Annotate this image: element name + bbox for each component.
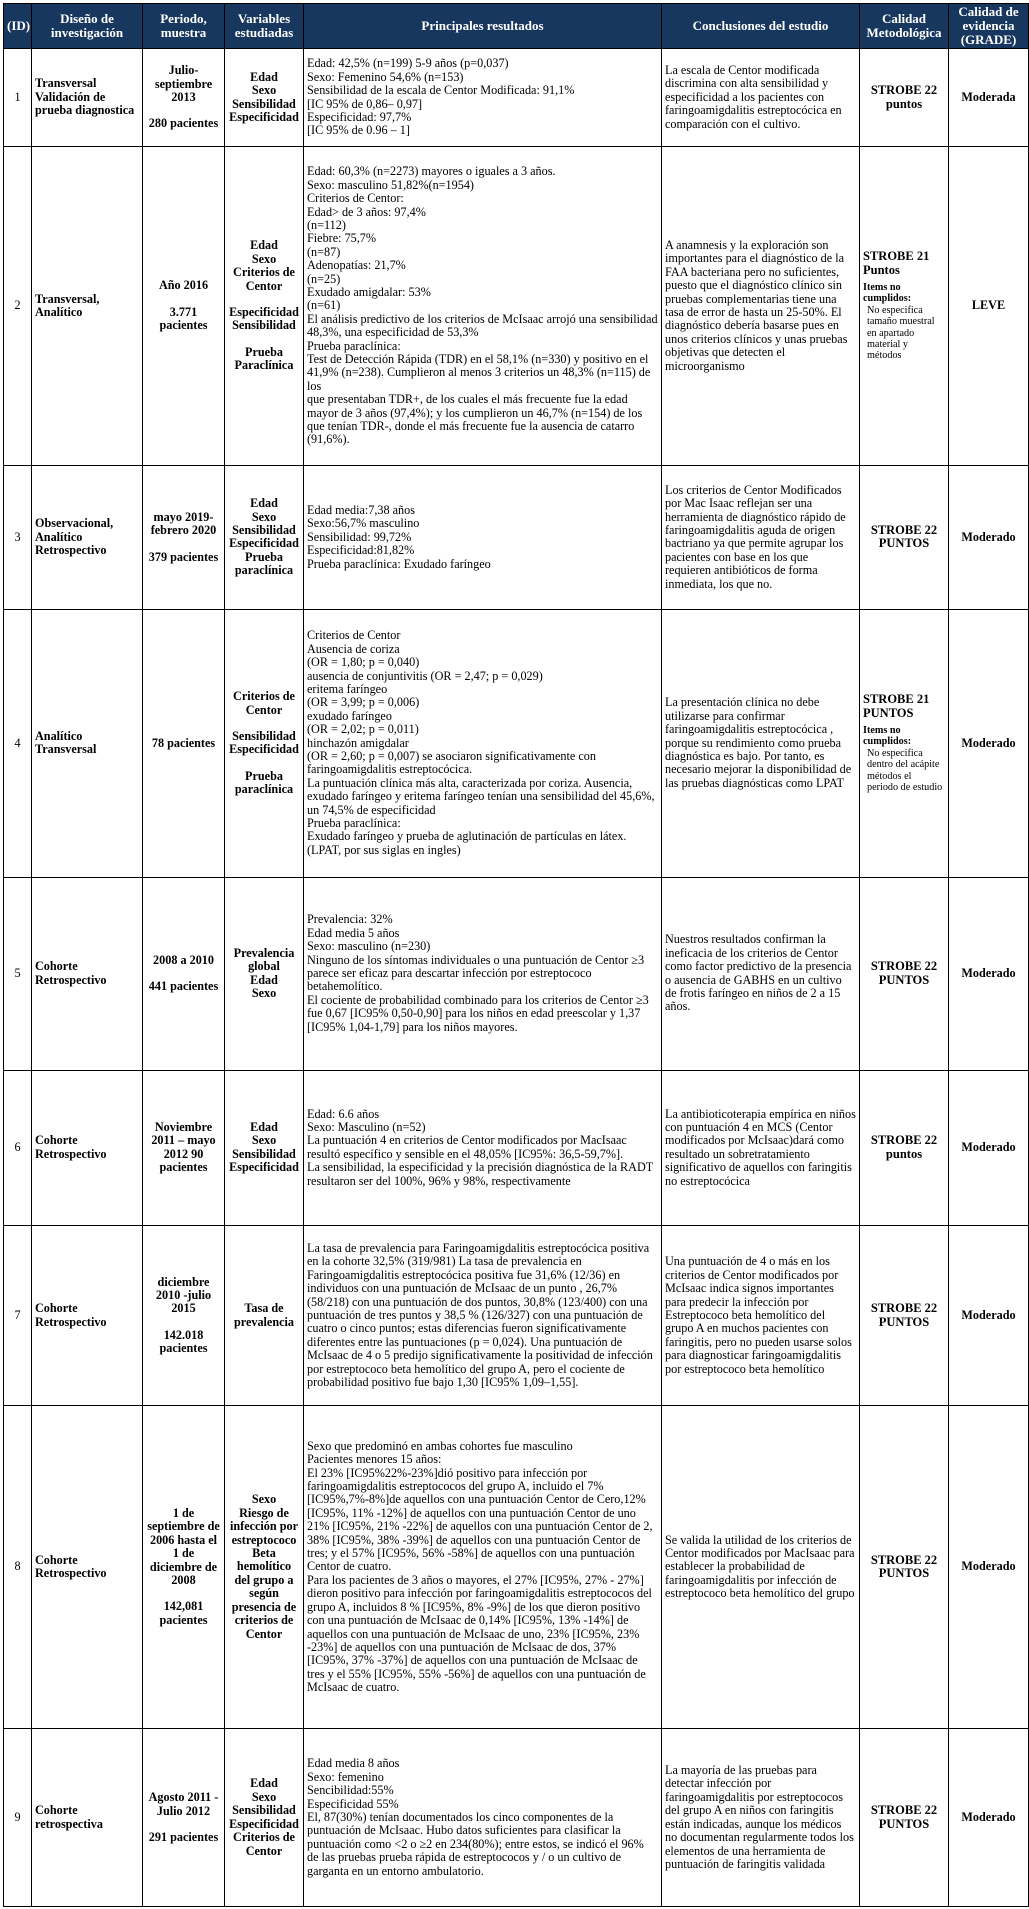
variable-item: Prueba Paraclínica: [234, 344, 294, 373]
results-cell: [304, 609, 662, 877]
variable-item: Sensibilidad: [232, 523, 296, 538]
row-id: 4: [4, 609, 32, 877]
variables-cell: [225, 49, 304, 147]
grade-cell: Moderado: [949, 877, 1029, 1070]
quality-cell: [860, 1070, 949, 1226]
results-cell: [304, 1070, 662, 1226]
quality-cell: [860, 877, 949, 1070]
conclusions-cell: Nuestros resultados confirman la ineficacia de los criterios de Centor como factor predictivo de la presencia o ausencia de GABHS en un cultivo de frotis faríngeo en niños de 2 a 15 años.: [662, 877, 860, 1070]
grade-cell: Moderado: [949, 1070, 1029, 1226]
conclusions-cell: A anamnesis y la exploración son importantes para el diagnóstico de la FAA bacteriana pero no suficientes, puesto que el diagnóstico clínico sin pruebas complementarias tiene una tasa de error de hasta un 25-50%. El diagnóstico debería basarse pues en unos criterios clínicos y unas pruebas objetivas que detecten el microorganismo: [662, 147, 860, 466]
result-line: La puntuación 4 en criterios de Centor modificados por MacIsaac resultó específico y sensible en el 48,05% [IC95%: 36,5-59,7%].: [307, 1133, 627, 1161]
result-line: Sexo: femenino: [307, 1769, 384, 1784]
variable-item: Sensibilidad: [232, 318, 296, 333]
quality-notes-head: Items no cumplidos:: [863, 282, 912, 305]
results-cell: [304, 877, 662, 1070]
variable-item: Edad: [250, 238, 278, 253]
conclusions-cell: Una puntuación de 4 o más en los criterios de Centor modificados por McIsaac indica signos importantes para predecir la infección por Estreptococo beta hemolítico del grupo A en muchos pacientes con faringitis, pero no pueden usarse solos para diagnosticar faringoamigdalitis por estreptococo beta hemolítico: [662, 1226, 860, 1406]
table-row: [4, 609, 1029, 877]
variable-item: Sexo: [251, 251, 277, 266]
table-row: [4, 1226, 1029, 1406]
quality-score: STROBE 22 PUNTOS: [870, 1803, 938, 1831]
design-cell: Cohorte Retrospectivo: [32, 1405, 143, 1728]
results-cell: [304, 49, 662, 147]
variable-item: Sensibilidad: [232, 96, 296, 111]
table-row: [4, 49, 1029, 147]
result-line: Para los pacientes de 3 años o mayores, el 27% [IC95%, 27% - 27%] dieron positivo para infección por faringoamigdalitis estreptococos del grupo A, incluidos 8 % [IC95%, 8% -9%] de los que dieron positivo con una puntuación de McIsaac de 0,14% [IC95%, 13% -14%] de aquellos con una puntuación de McIsaac de uno, 23% [IC95%, 23% -23%] de aquellos con una puntuación de McIsaac de dos, 37% [IC95%, 37% -37%] de aquellos con una puntuación de McIsaac de tres y el 55% [IC95%, 55% -56%] de aquellos con una puntuación de McIsaac de cuatro.: [307, 1572, 652, 1695]
result-line: La tasa de prevalencia para Faringoamigdalitis estreptocócica positiva en la cohorte 32,5% (319/981) La tasa de prevalencia en Faringoamigdalitis estreptocócica positiva fue 31,6% (12/36) en individuos con una puntuación de McIsaac de un punto , 26,7% (58/218) con una puntuación de dos puntos, 30,8% (123/400) con una puntuación de tres puntos y 38,5 % (126/327) con una puntuación de cuatro o cinco puntos; estas diferencias fueron significativamente diferentes entre las puntuaciones (p = 0,024). Una puntuación de McIsaac de 4 o 5 predijo significativamente la positividad de infección por estreptococo beta hemolítico del grupo A, pero el cociente de probabilidad positivo fue bajo 1,30 [IC95% 1,09–1,55].: [307, 1240, 653, 1389]
table-row: [4, 466, 1029, 610]
conclusions-cell: Los criterios de Centor Modificados por Mac Isaac reflejan ser una herramienta de diagnóstico rápido de faringoamigdalitis aguda de origen bactriano ya que permite agrupar los pacientes con base en los que requieren antibióticos de forma inmediata, los que no.: [662, 466, 860, 610]
variable-item: Sexo: [251, 1789, 277, 1804]
variable-item: Especificidad: [229, 109, 299, 124]
result-line: Prueba paraclínica: Exudado faríngeo: [307, 556, 491, 571]
variables-cell: [225, 466, 304, 610]
variable-item: Tasa de prevalencia: [233, 1301, 295, 1329]
period-cell: [143, 49, 225, 147]
result-line: El análisis predictivo de los criterios de McIsaac arrojó una sensibilidad 48,3%, una especificidad de 53,3%: [307, 311, 658, 340]
variable-item: Prevalencia global: [233, 945, 295, 974]
quality-notes: [863, 725, 945, 793]
row-id: 7: [4, 1226, 32, 1406]
result-line: (OR = 1,80; p = 0,040): [307, 655, 420, 670]
header-design: Diseño de investigación: [32, 4, 143, 49]
quality-cell: [860, 147, 949, 466]
result-line: Prevalencia: 32%: [307, 912, 393, 927]
results-cell: [304, 1729, 662, 1907]
studies-table: [3, 3, 1029, 1907]
variable-item: Criterios de Centor: [233, 265, 295, 293]
result-line: Prueba paraclínica:: [307, 816, 401, 831]
period-line: 3.771 pacientes: [159, 304, 208, 333]
result-line: que presentaban TDR+, de los cuales el más frecuente fue la edad mayor de 3 años (97,4%); y los cumplieron un 46,7% (n=154) de los que tenían TDR-, donde el más frecuente fue la ausencia de catarro (91,6%).: [307, 392, 643, 447]
period-line: 142.018 pacientes: [159, 1327, 208, 1356]
quality-notes-body: No especifica dentro del acápite métodos el periodo de estudio: [867, 747, 943, 794]
design-cell: Transversal Validación de prueba diagnostica: [32, 49, 143, 147]
variable-item: Edad: [250, 1776, 278, 1791]
conclusions-cell: La escala de Centor modificada discrimina con alta sensibilidad y especificidad a los pacientes con faringoamigdalitis estreptocócica en comparación con el cultivo.: [662, 49, 860, 147]
variable-item: Especificidad: [229, 1816, 299, 1831]
result-line: Sexo: masculino 51,82%(n=1954): [307, 177, 474, 192]
result-line: exudado faríngeo: [307, 708, 392, 723]
result-line: [IC 95% de 0.96 – 1]: [307, 123, 410, 138]
result-line: Sencibilidad:55%: [307, 1783, 394, 1798]
grade-cell: LEVE: [949, 147, 1029, 466]
result-line: [IC 95% de 0,86– 0,97]: [307, 96, 423, 111]
quality-cell: [860, 609, 949, 877]
design-cell: Cohorte Retrospectivo: [32, 1226, 143, 1406]
variable-item: Especificidad: [229, 1160, 299, 1175]
variable-item: Especificidad: [229, 305, 299, 320]
variable-item: Sexo: [251, 1492, 277, 1507]
variables-cell: [225, 147, 304, 466]
row-id: 2: [4, 147, 32, 466]
variable-item-gap: [228, 717, 300, 730]
period-cell: [143, 877, 225, 1070]
variable-item: Criterios de Centor: [233, 689, 295, 717]
design-cell: Analítico Transversal: [32, 609, 143, 877]
header-grade: Calidad de evidencia (GRADE): [949, 4, 1029, 49]
table-row: [4, 1729, 1029, 1907]
result-line: Exudado faríngeo y prueba de aglutinación de partículas en látex. (LPAT, por sus siglas en ingles): [307, 829, 627, 857]
period-line: 1 de septiembre de 2006 hasta el 1 de diciembre de 2008: [147, 1506, 220, 1588]
row-id: 1: [4, 49, 32, 147]
variable-item: Prueba paraclínica: [234, 549, 294, 578]
result-line: Edad: 42,5% (n=199) 5-9 años (p=0,037): [307, 56, 509, 71]
result-line: El 23% [IC95%22%-23%]dió positivo para infección por faringoamigdalitis estreptococos del grupo A, incluido el 7%[IC95%,7%-8%]de aquellos con una puntuación Centor de Cero,12% [IC95%, 11% -12%] de aquellos con una puntuación Centor de uno 21% [IC95%, 21% -22%] de aquellos con una puntuación Centor de 2, 38% [IC95%, 38% -39%] de aquellos con una puntuación Centor de tres; y el 57% [IC95%, 56% -58%] de aquellos con una puntuación Centor de cuatro.: [307, 1465, 653, 1574]
result-line: Fiebre: 75,7%: [307, 231, 377, 246]
quality-notes: [863, 282, 945, 362]
variable-item: Sexo: [251, 1133, 277, 1148]
variable-item: Edad: [250, 69, 278, 84]
grade-cell: Moderado: [949, 609, 1029, 877]
result-line: Criterios de Centor: [307, 628, 401, 643]
row-id: 9: [4, 1729, 32, 1907]
variables-cell: [225, 1226, 304, 1406]
table-row: [4, 147, 1029, 466]
variable-item: Sexo: [251, 83, 277, 98]
result-line: Edad media:7,38 años: [307, 502, 415, 517]
quality-score: STROBE 21 PUNTOS: [863, 692, 930, 720]
quality-cell: [860, 49, 949, 147]
variables-cell: [225, 877, 304, 1070]
result-line: Adenopatías: 21,7%: [307, 258, 406, 273]
variable-item: Edad: [250, 1120, 278, 1135]
variables-cell: [225, 1405, 304, 1728]
period-cell: [143, 609, 225, 877]
conclusions-cell: La antibioticoterapia empírica en niños con puntuación 4 en MCS (Centor modificados por McIsaac)dará como resultado un sobretratamiento significativo de aquellos con faringitis no estreptocócica: [662, 1070, 860, 1226]
result-line: Sexo:56,7% masculino: [307, 516, 420, 531]
quality-notes-head: Items no cumplidos:: [863, 725, 912, 748]
period-line: 379 pacientes: [148, 549, 219, 564]
conclusions-cell: La mayoría de las pruebas para detectar infección por faringoamigdalitis por estreptococos del grupo A en niños con faringitis están indicadas, aunque los médicos no documentan regularmente todos los elementos de una herramienta de puntuación de faringitis validada: [662, 1729, 860, 1907]
variable-item: Sensibilidad: [232, 1803, 296, 1818]
result-line: (OR = 2,02; p = 0,011): [307, 722, 419, 737]
quality-score: STROBE 22 puntos: [870, 1133, 938, 1161]
result-line: ausencia de conjuntivitis (OR = 2,47; p = 0,029): [307, 668, 543, 683]
results-cell: [304, 1226, 662, 1406]
row-id: 3: [4, 466, 32, 610]
result-line: (n=25): [307, 271, 341, 286]
period-line: 441 pacientes: [148, 979, 219, 994]
result-line: Sensibilidad de la escala de Centor Modificada: 91,1%: [307, 83, 575, 98]
table-row: [4, 877, 1029, 1070]
grade-cell: Moderado: [949, 1405, 1029, 1728]
quality-score: STROBE 22 PUNTOS: [870, 523, 938, 551]
result-line: Pacientes menores 15 años:: [307, 1452, 442, 1467]
header-results: Principales resultados: [304, 4, 662, 49]
period-line-gap: [146, 293, 221, 306]
result-line: El cociente de probabilidad combinado para los criterios de Centor ≥3 fue 0,67 [IC95% 0,50-0,90] para los niños en edad preescolar y 1,37 [IC95% 1,04-1,79] para los niños mayores.: [307, 992, 649, 1034]
result-line: Especificidad:81,82%: [307, 543, 415, 558]
result-line: Test de Detección Rápida (TDR) en el 58,1% (n=330) y positivo en el 41,9% (n=238). Cumplieron al menos 3 criterios un 48,3% (n=115) de los: [307, 351, 651, 393]
quality-score: STROBE 22 puntos: [870, 83, 938, 111]
result-line: Exudado amigdalar: 53%: [307, 284, 431, 299]
result-line: Especificidad: 97,7%: [307, 109, 412, 124]
period-line: 142,081 pacientes: [159, 1599, 208, 1627]
period-line: Agosto 2011 - Julio 2012: [148, 1790, 219, 1818]
design-cell: Cohorte Retrospectivo: [32, 1070, 143, 1226]
result-line: La puntuación clínica más alta, caracterizada por coriza. Ausencia, exudado faríngeo y eritema faríngeo tenían una sensibilidad del 45,6%, un 74,5% de especificidad: [307, 775, 655, 817]
header-quality: Calidad Metodológica: [860, 4, 949, 49]
header-period: Periodo, muestra: [143, 4, 225, 49]
conclusions-cell: La presentación clínica no debe utilizarse para confirmar faringoamigdalitis estreptocócica , porque su rendimiento como prueba diagnóstica es bajo. Por tanto, es necesario mejorar la disponibilidad de las pruebas diagnósticas como LPAT: [662, 609, 860, 877]
result-line: eritema faríngeo: [307, 681, 388, 696]
period-cell: [143, 147, 225, 466]
result-line: (n=87): [307, 244, 341, 259]
variable-item: Sexo: [251, 986, 277, 1001]
header-conclusions: Conclusiones del estudio: [662, 4, 860, 49]
design-cell: Cohorte Retrospectivo: [32, 877, 143, 1070]
row-id: 5: [4, 877, 32, 1070]
period-line: 291 pacientes: [148, 1829, 219, 1844]
grade-cell: Moderado: [949, 466, 1029, 610]
variables-cell: [225, 1729, 304, 1907]
result-line: Edad> de 3 años: 97,4%: [307, 204, 426, 219]
quality-cell: [860, 466, 949, 610]
variables-cell: [225, 1070, 304, 1226]
result-line: Sexo: Masculino (n=52): [307, 1120, 426, 1135]
result-line: Sexo: masculino (n=230): [307, 939, 431, 954]
header-variables: Variables estudiadas: [225, 4, 304, 49]
quality-score: STROBE 22 PUNTOS: [870, 1301, 938, 1329]
period-line: 78 pacientes: [151, 735, 216, 750]
grade-cell: Moderado: [949, 1729, 1029, 1907]
row-id: 8: [4, 1405, 32, 1728]
result-line: (OR = 2,60; p = 0,007) se asociaron significativamente con faringoamigdalitis estreptocócica.: [307, 749, 596, 777]
period-line: 2008 a 2010: [153, 952, 214, 967]
results-cell: [304, 466, 662, 610]
period-line: Julio-septiembre 2013: [154, 63, 213, 104]
grade-cell: Moderado: [949, 1226, 1029, 1406]
result-line: Sexo: Femenino 54,6% (n=153): [307, 69, 464, 84]
result-line: Edad: 60,3% (n=2273) mayores o iguales a 3 años.: [307, 164, 556, 179]
quality-score: STROBE 22 PUNTOS: [870, 959, 938, 987]
period-cell: [143, 1729, 225, 1907]
period-line-gap: [146, 1818, 221, 1831]
result-line: Edad: 6.6 años: [307, 1106, 380, 1121]
results-cell: [304, 1405, 662, 1728]
variables-cell: [225, 609, 304, 877]
result-line: Ausencia de coriza: [307, 641, 400, 656]
period-line: mayo 2019- febrero 2020: [150, 509, 217, 538]
variable-item-gap: [228, 333, 300, 346]
period-line: 280 pacientes: [148, 116, 219, 131]
quality-score: STROBE 21 Puntos: [863, 249, 930, 277]
table-row: [4, 1405, 1029, 1728]
result-line: hinchazón amigdalar: [307, 735, 409, 750]
design-cell: Observacional, Analítico Retrospectivo: [32, 466, 143, 610]
period-line: Año 2016: [158, 278, 209, 293]
period-cell: [143, 1405, 225, 1728]
result-line: Criterios de Centor:: [307, 191, 404, 206]
period-line-gap: [146, 538, 221, 551]
result-line: (n=61): [307, 298, 341, 313]
result-line: Sexo que predominó en ambas cohortes fue masculino: [307, 1438, 573, 1453]
result-line: Edad media 8 años: [307, 1756, 400, 1771]
variable-item: Prueba paraclínica: [234, 768, 294, 797]
header-row: [4, 4, 1029, 49]
period-line-gap: [146, 1316, 221, 1329]
period-line: diciembre 2010 -julio 2015: [155, 1274, 212, 1316]
result-line: Ninguno de los síntomas individuales o una puntuación de Centor ≥3 parece ser eficaz para descartar infección por estreptococo betahemolítico.: [307, 952, 645, 994]
quality-cell: [860, 1729, 949, 1907]
variable-item: Sensibilidad: [232, 728, 296, 743]
period-cell: [143, 1070, 225, 1226]
result-line: Prueba paraclínica:: [307, 338, 401, 353]
variable-item-gap: [228, 757, 300, 770]
header-id: (ID): [4, 4, 32, 49]
design-cell: Cohorte retrospectiva: [32, 1729, 143, 1907]
period-line: Noviembre 2011 – mayo 2012 90 pacientes: [151, 1120, 216, 1175]
variable-item: Sensibilidad: [232, 1146, 296, 1161]
row-id: 6: [4, 1070, 32, 1226]
table-body: [4, 49, 1029, 1907]
quality-cell: [860, 1226, 949, 1406]
variable-item: Edad: [250, 972, 278, 987]
result-line: Especificidad 55%: [307, 1796, 399, 1811]
quality-cell: [860, 1405, 949, 1728]
conclusions-cell: Se valida la utilidad de los criterios de Centor modificados por MacIsaac para establecer la probabilidad de faringoamigdalitis por infección de estreptococo beta hemolítico del grupo: [662, 1405, 860, 1728]
period-cell: [143, 466, 225, 610]
quality-notes-body: No especifica tamaño muestral en apartado material y métodos: [867, 304, 935, 362]
result-line: (n=112): [307, 217, 346, 232]
variable-item: Edad: [250, 496, 278, 511]
result-line: Edad media 5 años: [307, 925, 400, 940]
variable-item: Riesgo de infección por estreptococo Beta hemolítico del grupo a según presencia de criterios de Centor: [229, 1505, 299, 1641]
variable-item: Especificidad: [229, 536, 299, 551]
variable-item: Especificidad: [229, 742, 299, 757]
result-line: El, 87(30%) tenían documentados los cinco componentes de la puntuación de McIsaac. Hubo datos suficientes para clasificar la puntuación como <2 o ≥2 en 234(80%); entre estos, se indicó el 96% de las pruebas prueba rápida de estreptococos y / o un cultivo de garganta en un entorno ambulatorio.: [307, 1810, 644, 1878]
design-cell: Transversal, Analítico: [32, 147, 143, 466]
quality-score: STROBE 22 PUNTOS: [870, 1552, 938, 1581]
period-cell: [143, 1226, 225, 1406]
variable-item: Sexo: [251, 509, 277, 524]
grade-cell: Moderada: [949, 49, 1029, 147]
result-line: La sensibilidad, la especificidad y la precisión diagnóstica de la RADT resultaron ser del 100%, 96% y 98%, respectivamente: [307, 1160, 653, 1188]
table-row: [4, 1070, 1029, 1226]
result-line: Sensibilidad: 99,72%: [307, 529, 412, 544]
result-line: (OR = 3,99; p = 0,006): [307, 695, 420, 710]
results-cell: [304, 147, 662, 466]
variable-item: Criterios de Centor: [233, 1830, 295, 1858]
